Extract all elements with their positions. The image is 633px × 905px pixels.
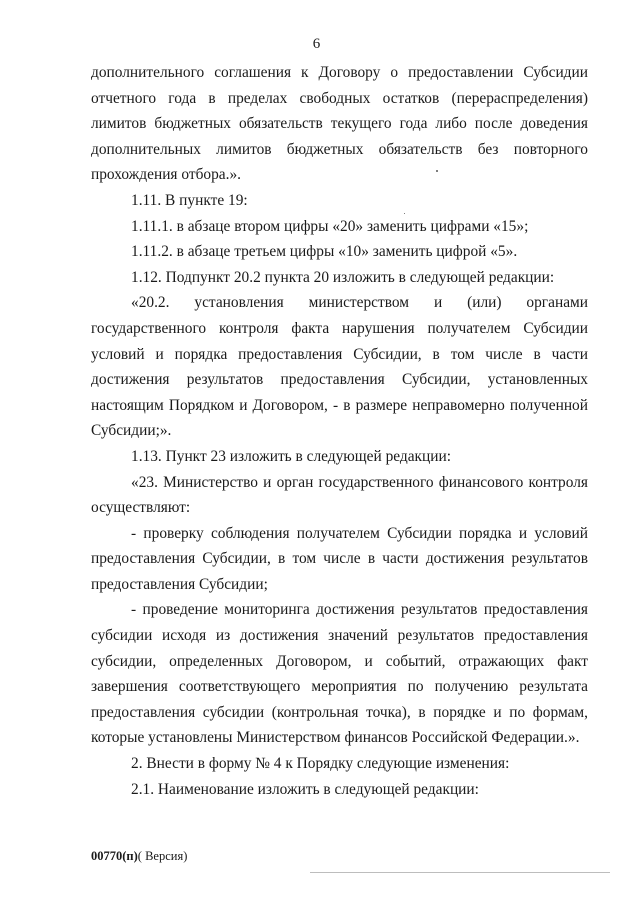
footer-code (91, 849, 187, 864)
paragraph: 2.1. Наименование изложить в следующей редакции: (131, 780, 479, 798)
paragraph: «20.2. установления министерством и (или) органами государственного контроля факта нарушения получателем Субсидии условий и порядка предоставления Субсидии, в том числе в части достижения результатов предоставления Субсидии, установленных настоящим Порядком и Договором, - в размере неправомерно полученной Субсидии;». (91, 294, 588, 440)
footer-divider (310, 872, 610, 873)
page-number: 6 (312, 36, 321, 52)
document-version: ( Версия) (137, 849, 188, 863)
paragraph: 1.12. Подпункт 20.2 пункта 20 изложить в следующей редакции: (131, 268, 555, 286)
document-code: 00770(п) (91, 849, 138, 863)
scan-speck (436, 170, 438, 172)
paragraph: 1.13. Пункт 23 изложить в следующей редакции: (131, 447, 452, 465)
scan-speck (404, 213, 405, 214)
paragraph: «23. Министерство и орган государственного финансового контроля осуществляют: (91, 473, 588, 517)
paragraph: - проведение мониторинга достижения результатов предоставления субсидии исходя из достижения значений результатов предоставления субсидии, определенных Договором, и событий, отражающих факт завершения соответствующего мероприятия по получению результата предоставления субсидии (контрольная точка), в порядке и по формам, которые установлены Министерством финансов Российской Федерации.». (91, 601, 588, 747)
paragraph: дополнительного соглашения к Договору о предоставлении Субсидии отчетного года в пределах свободных остатков (перераспределения) лимитов бюджетных обязательств текущего года либо после доведения дополнительных лимитов бюджетных обязательств без повторного прохождения отбора.». (91, 64, 588, 184)
paragraph: 1.11.1. в абзаце втором цифры «20» заменить цифрами «15»; (131, 217, 529, 235)
paragraph: 2. Внести в форму № 4 к Порядку следующие изменения: (131, 755, 510, 773)
paragraph: 1.11. В пункте 19: (131, 191, 248, 209)
paragraph: 1.11.2. в абзаце третьем цифры «10» заменить цифрой «5». (131, 243, 518, 261)
document-body (91, 60, 588, 802)
paragraph: - проверку соблюдения получателем Субсидии порядка и условий предоставления Субсидии, в том числе в части достижения результатов предоставления Субсидии; (91, 524, 588, 593)
